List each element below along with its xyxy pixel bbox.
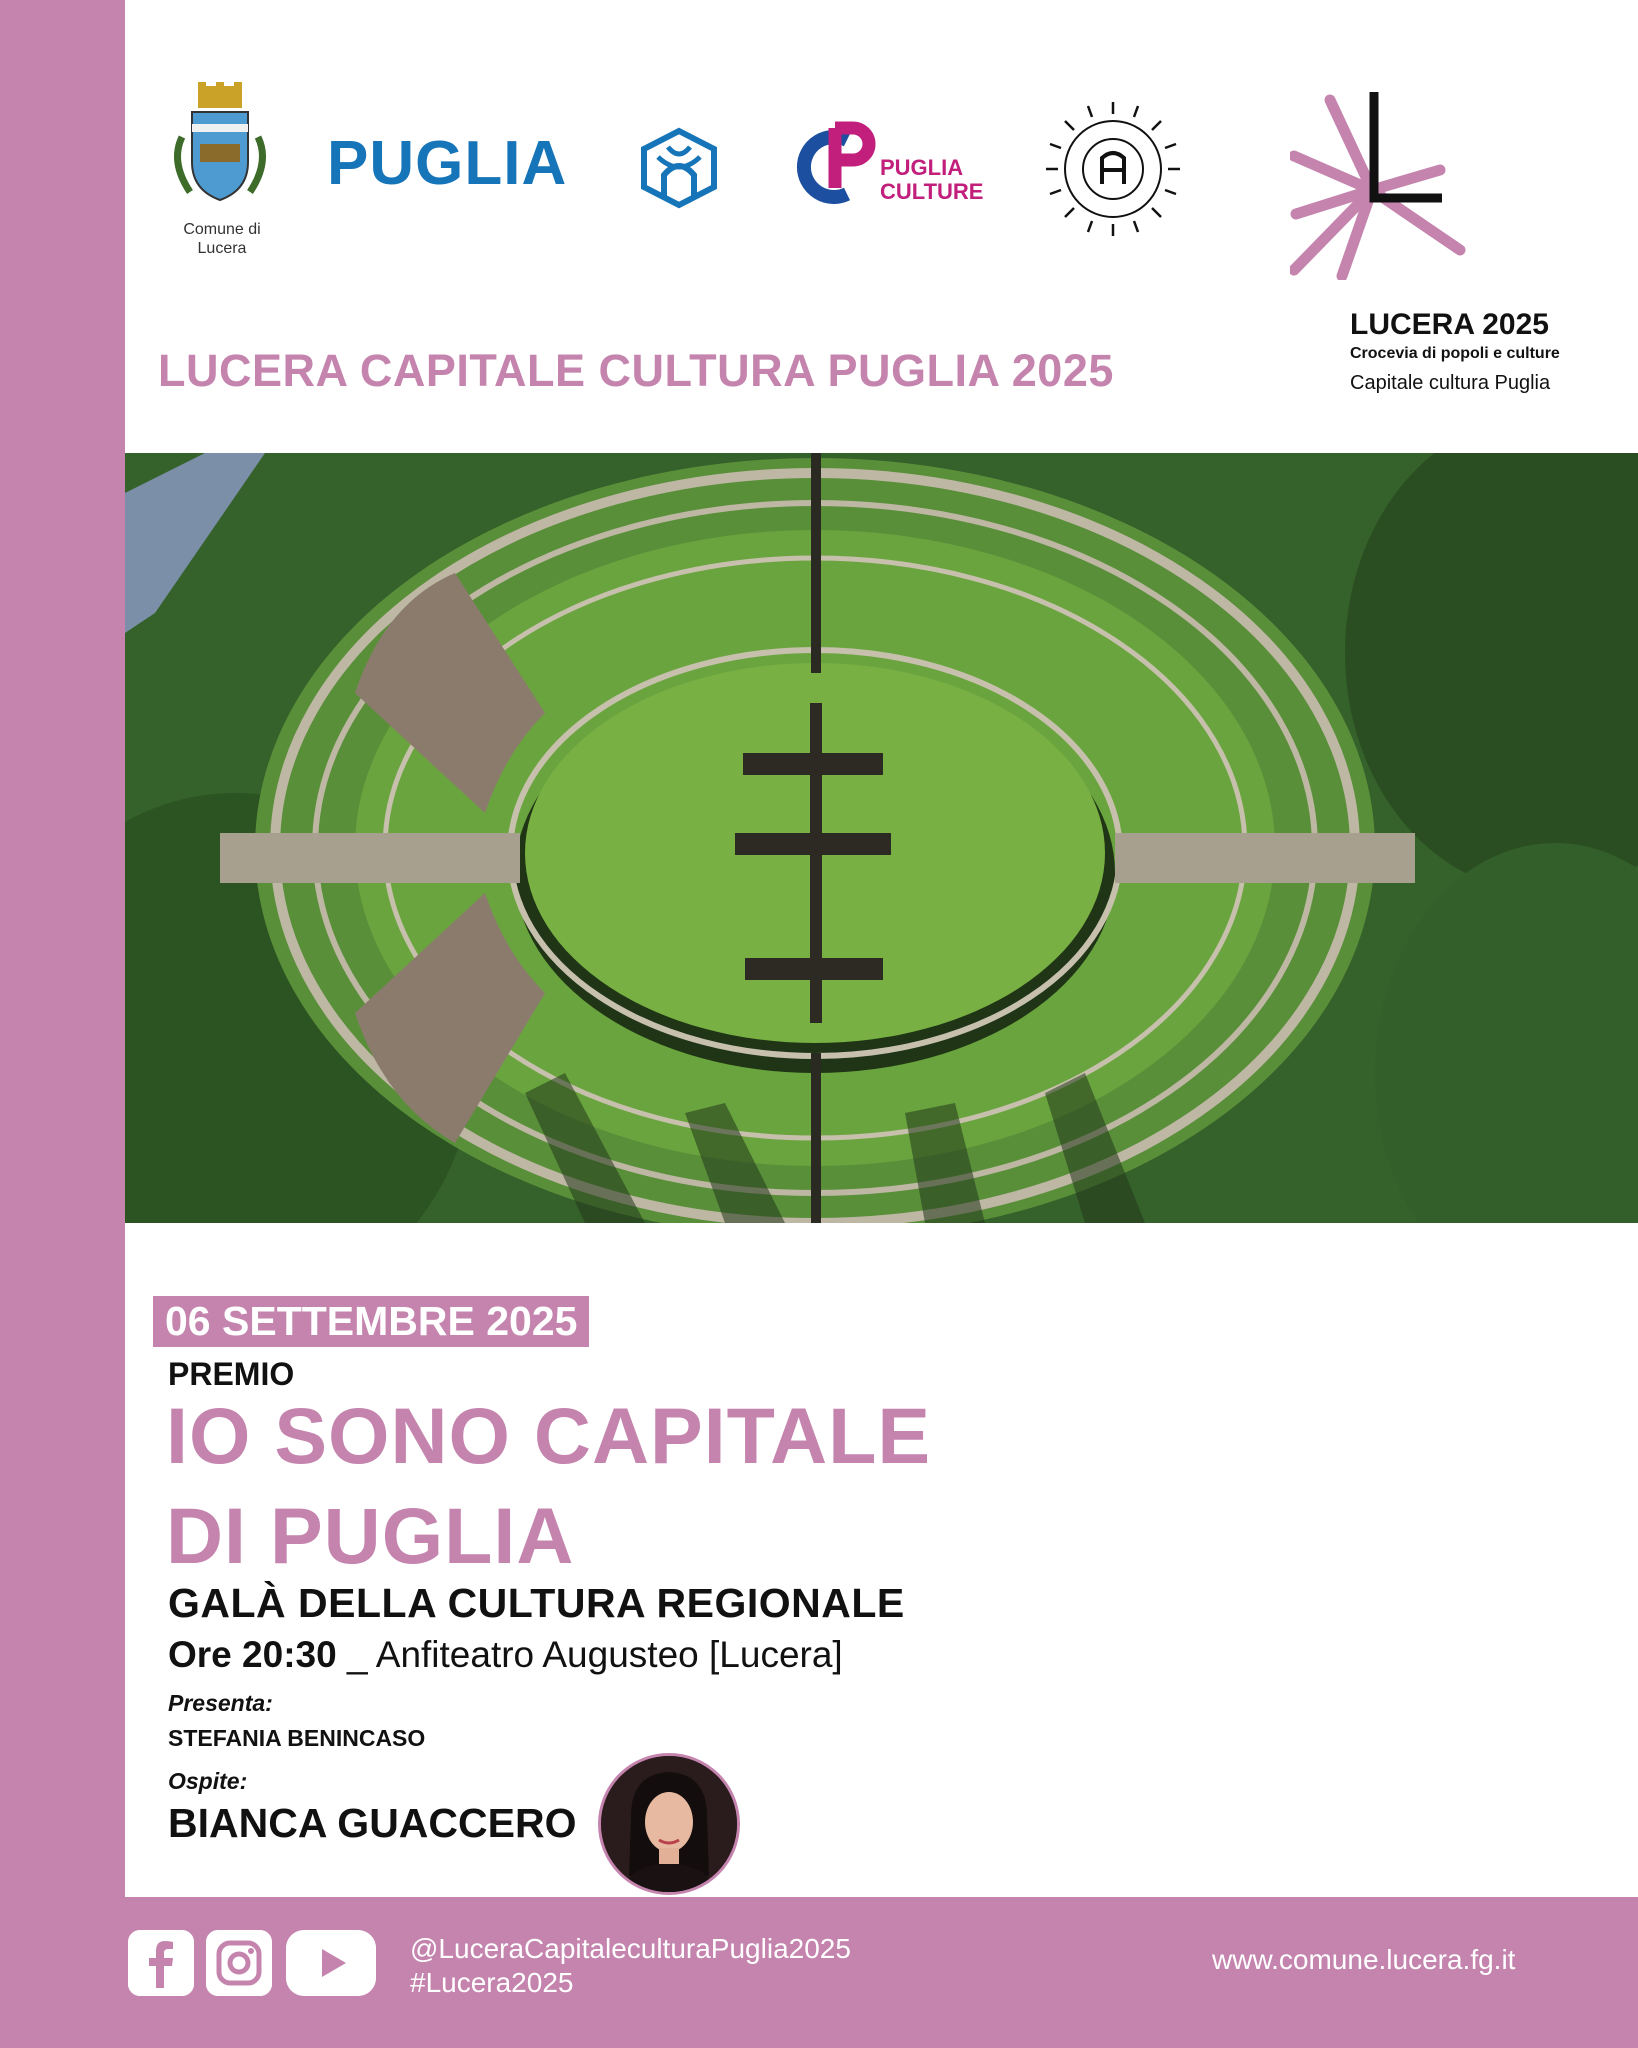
comune-crest-icon: [162, 82, 278, 212]
page-title: LUCERA CAPITALE CULTURA PUGLIA 2025: [158, 345, 1114, 396]
puglia-logo: PUGLIA: [327, 129, 568, 198]
presenta-label: Presenta:: [168, 1690, 273, 1716]
lucera-2025-subtitle: Capitale cultura Puglia: [1350, 372, 1551, 394]
presenter-name: STEFANIA BENINCASO: [168, 1725, 426, 1751]
puglia-culture-line-1: PUGLIA: [880, 155, 964, 180]
social-handle[interactable]: @LuceraCapitaleculturaPuglia2025: [410, 1933, 851, 1964]
premio-label: PREMIO: [168, 1356, 295, 1392]
social-hashtag[interactable]: #Lucera2025: [410, 1967, 574, 1998]
puglia-culture-icon: [795, 118, 879, 204]
award-title-line-2: DI PUGLIA: [166, 1491, 575, 1580]
event-time: Ore 20:30: [168, 1634, 337, 1675]
event-venue: _ Anfiteatro Augusteo [Lucera]: [336, 1634, 843, 1675]
social-text: [410, 1932, 851, 2000]
left-accent-bar: [0, 0, 125, 2048]
lucera-2025-tagline: Crocevia di popoli e culture: [1350, 345, 1560, 362]
amphitheatre-aerial-photo: [125, 453, 1638, 1223]
youtube-icon[interactable]: [286, 1930, 376, 1996]
time-venue-line: [168, 1634, 843, 1676]
facebook-icon[interactable]: [128, 1930, 194, 1996]
ospite-label: Ospite:: [168, 1768, 248, 1794]
puglia-culture-line-2: CULTURE: [880, 179, 984, 204]
lucera-2025-title: LUCERA 2025: [1350, 308, 1549, 341]
capitale-cultura-seal-icon: [1044, 100, 1182, 238]
instagram-icon[interactable]: [206, 1930, 272, 1996]
guest-name: BIANCA GUACCERO: [168, 1800, 577, 1846]
event-subtitle: GALÀ DELLA CULTURA REGIONALE: [168, 1580, 905, 1626]
comune-caption: Comune di Lucera: [183, 221, 261, 257]
puglia-culture-wordmark: [880, 156, 983, 204]
website-link[interactable]: www.comune.lucera.fg.it: [1212, 1944, 1516, 1975]
event-date-badge: 06 SETTEMBRE 2025: [153, 1296, 589, 1347]
tree-house-icon: [638, 127, 720, 209]
award-title-line-1: IO SONO CAPITALE: [166, 1391, 932, 1480]
lucera-2025-logo-icon: [1290, 90, 1470, 280]
guest-avatar: [598, 1753, 740, 1895]
